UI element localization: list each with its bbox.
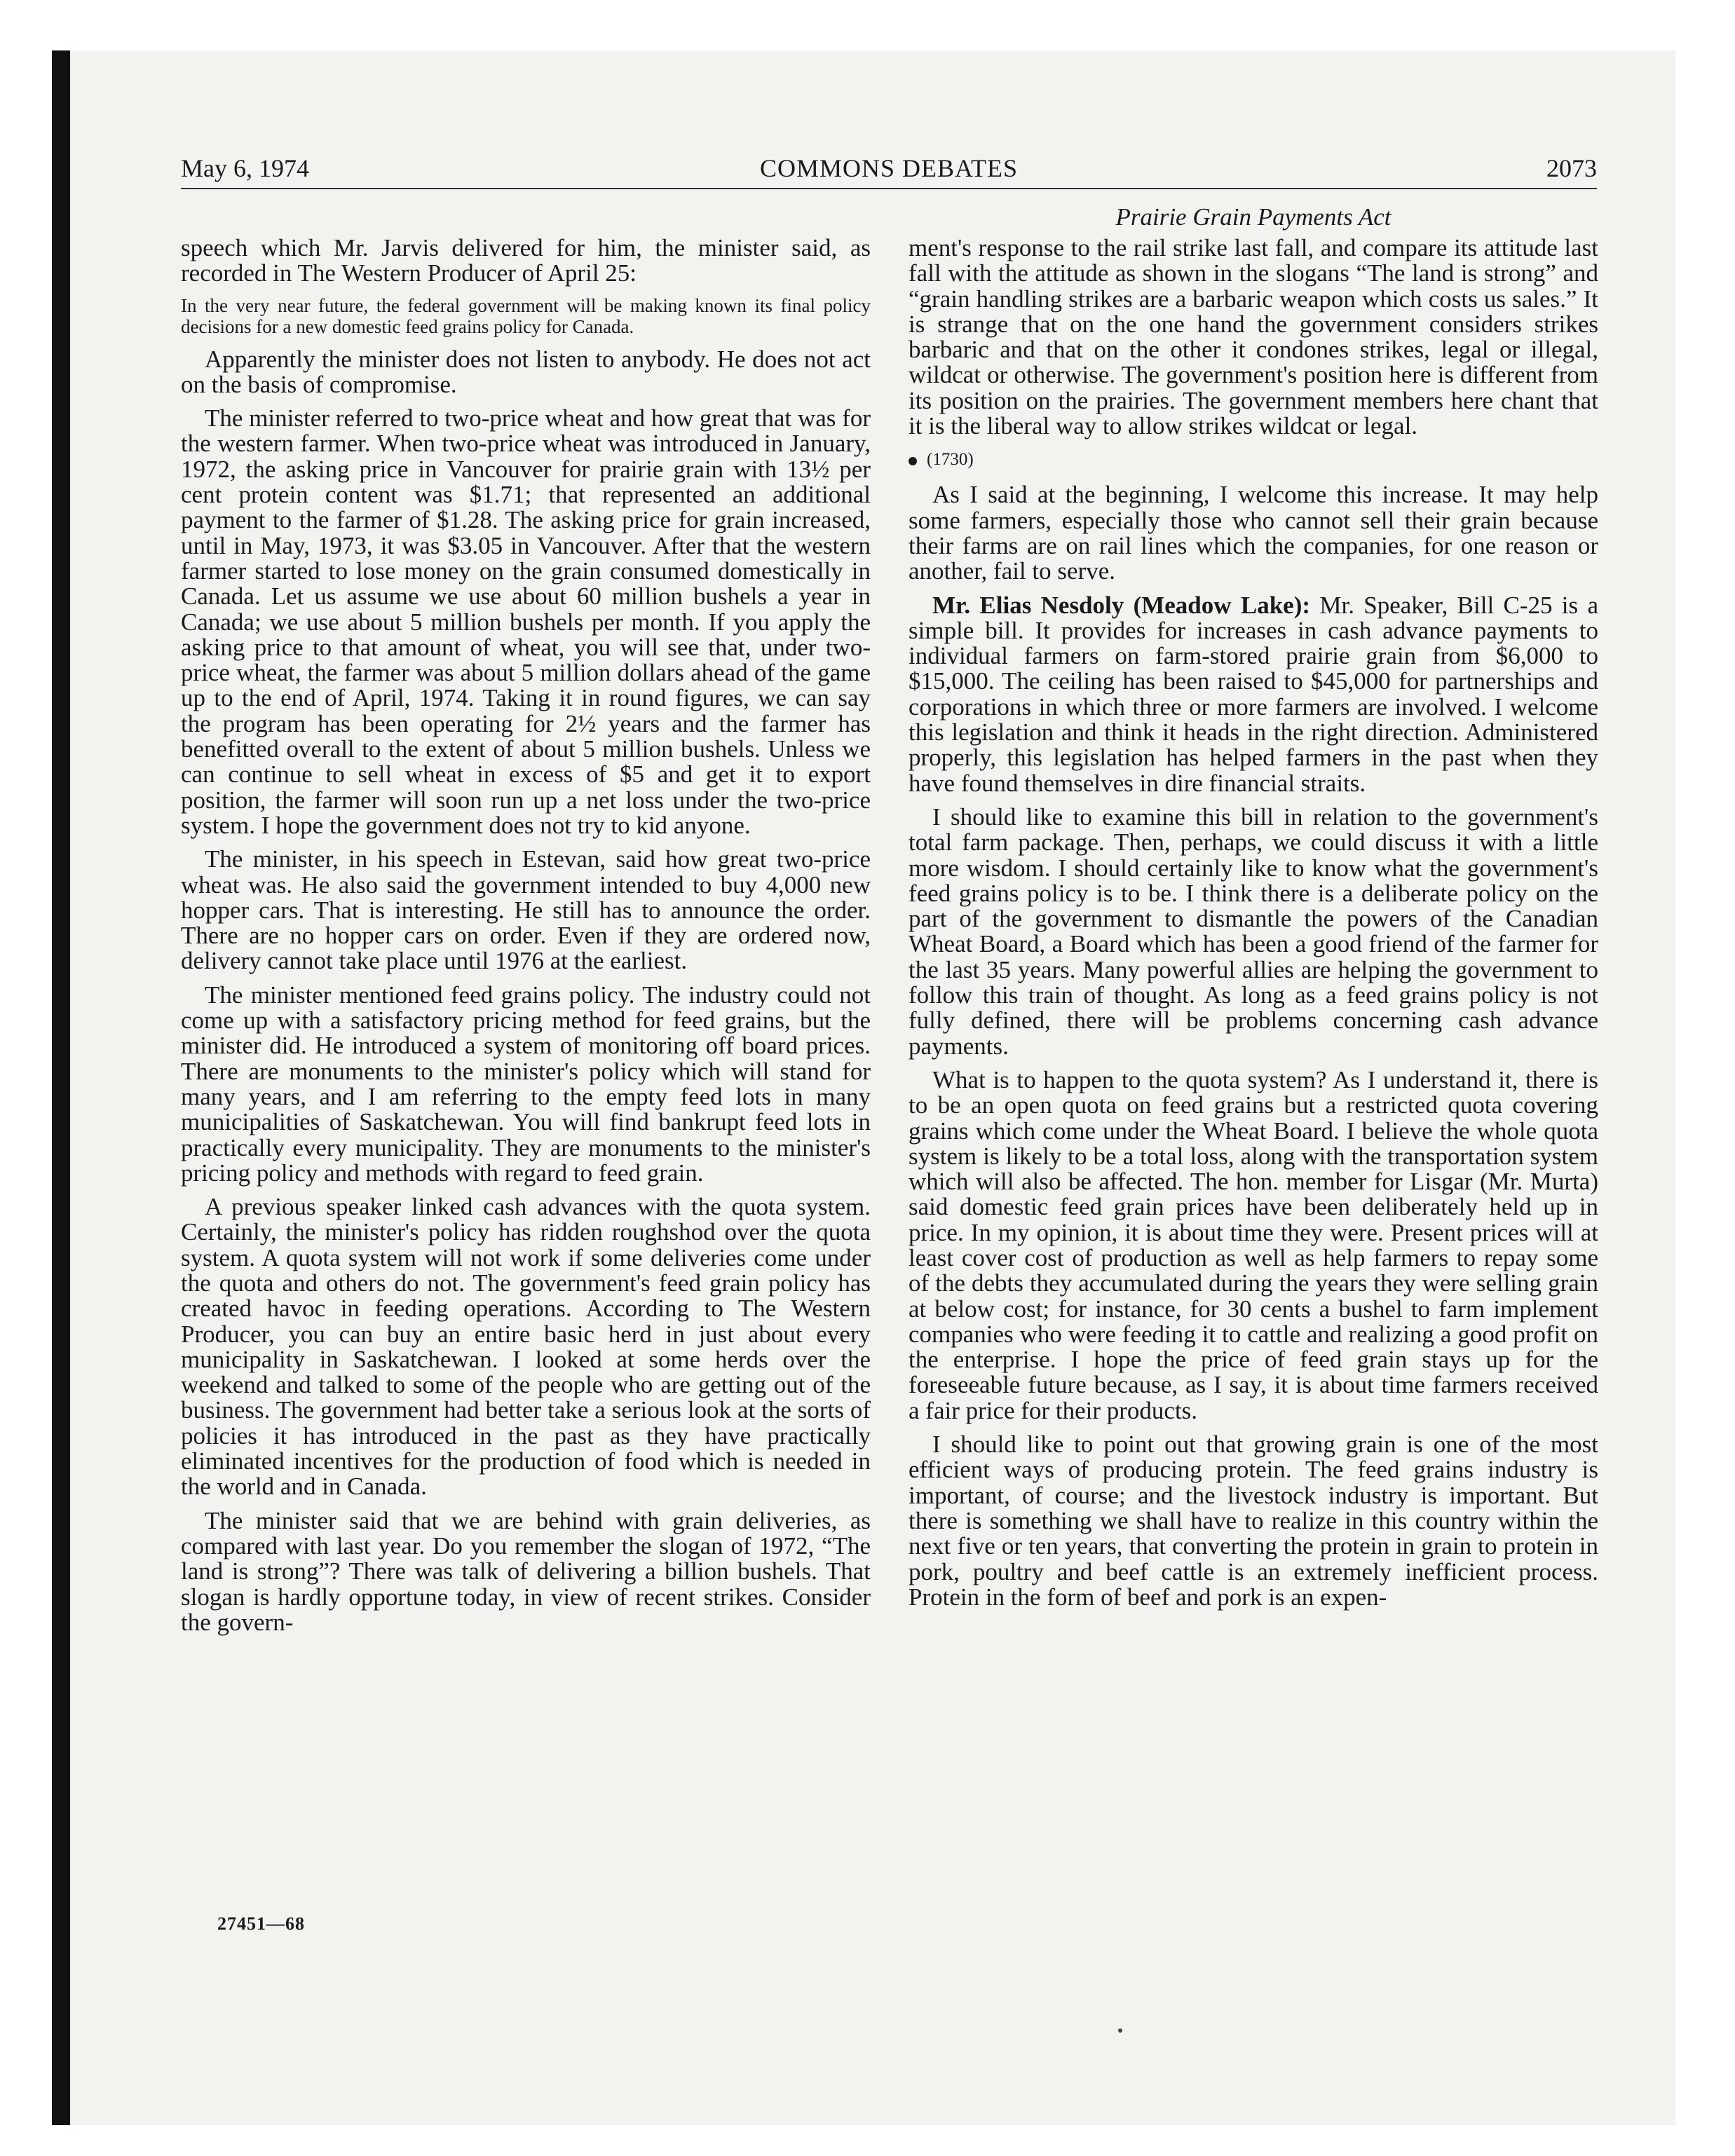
left-paragraph-5: The minister mentioned feed grains policy. The industry could not come up with a satisfactory pricing method for feed grains, but the minister did. He introduced a system of monitoring off board prices. There are monuments to the minister's policy which will stand for many years, and I am referring to the empty feed lots in many municipalities of Saskatchewan. You will find bankrupt feed lots in practically every municipality. They are monuments to the minister's pricing policy and methods with regard to feed grain.	[181, 981, 871, 1187]
header-publication: COMMONS DEBATES	[759, 154, 1019, 182]
left-quote: In the very near future, the federal government will be making known its final policy decisions for a new domestic feed grains policy for Canada.	[181, 294, 871, 337]
left-paragraph-2: Apparently the minister does not listen to anybody. He does not act on the basis of compromise.	[181, 345, 871, 398]
time-marker-label: (1730)	[927, 450, 974, 470]
header-page-number: 2073	[1546, 154, 1597, 182]
left-column	[181, 236, 871, 1644]
right-paragraph-2: As I said at the beginning, I welcome this increase. It may help some farmers, especially those who cannot sell their grain because their farms are on rail lines which the companies, for one reason or another, fail to serve.	[909, 481, 1598, 585]
right-paragraph-5: What is to happen to the quota system? As I understand it, there is to be an open quota on feed grains but a restricted quota covering grains which come under the Wheat Board. I believe the whole quota system is likely to be a total loss, along with the transportation system which will also be affected. The hon. member for Lisgar (Mr. Murta) said domestic feed grain prices have been deliberately held up in price. In my opinion, it is about time they were. Present prices will at least cover cost of production as well as help farmers to repay some of the debts they accumulated during the years they were selling grain at below cost; for instance, for 30 cents a bushel to farm implement companies who were feeding it to cattle and realizing a good profit on the enterprise. I hope the price of feed grain stays up for the foreseeable future because, as I say, it is about time farmers received a fair price for their products.	[909, 1065, 1598, 1424]
scan-edge-bar	[52, 50, 70, 2125]
left-paragraph-3: The minister referred to two-price wheat and how great that was for the western farmer. When two-price wheat was introduced in January, 1972, the asking price in Vancouver for prairie grain with 13½ per cent protein content was $1.71; that represented an additional payment to the farmer of $1.28. The asking price for grain increased, until in May, 1973, it was $3.05 in Vancouver. After that the western farmer started to lose money on the grain consumed domestically in Canada. Let us assume we use about 60 million bushels a year in Canada; we use about 5 million bushels per month. If you apply the asking price to that amount of wheat, you will see that, under two-price wheat, the farmer was about 5 million dollars ahead of the game up to the end of April, 1974. Taking it in round figures, we can say the program has been operating for 2½ years and the farmer has benefitted overall to the extent of about 5 million bushels. Unless we can continue to sell wheat in excess of $5 and get it to export position, the farmer will soon run up a net loss under the two-price system. I hope the government does not try to kid anyone.	[181, 404, 871, 839]
right-paragraph-1: ment's response to the rail strike last fall, and compare its attitude last fall with the attitude as shown in the slogans “The land is strong” and “grain handling strikes are a barbaric weapon which costs us sales.” It is strange that on the one hand the government considers strikes barbaric and that on the other it condones strikes, legal or illegal, wildcat or otherwise. The government's position here is different from its position on the prairies. The government members here chant that it is the liberal way to allow strikes wildcat or legal.	[909, 234, 1598, 440]
time-marker	[909, 447, 1598, 472]
left-paragraph-7: The minister said that we are behind with grain deliveries, as compared with last year. Do you remember the slogan of 1972, “The land is strong”? There was talk of delivering a billion bushels. That slogan is hardly opportune today, in view of recent strikes. Consider the govern-	[181, 1506, 871, 1636]
right-paragraph-4: I should like to examine this bill in relation to the government's total farm package. Then, perhaps, we could discuss it with a little more wisdom. I should certainly like to know what the government's feed grains policy is to be. I think there is a deliberate policy on the part of the government to dismantle the powers of the Canadian Wheat Board, a Board which has been a good friend of the farmer for the last 35 years. Many powerful allies are helping the government to follow this train of thought. As long as a feed grains policy is not fully defined, there will be problems concerning cash advance payments.	[909, 803, 1598, 1060]
left-paragraph-4: The minister, in his speech in Estevan, said how great two-price wheat was. He also said the government intended to buy 4,000 new hopper cars. That is interesting. He still has to announce the order. There are no hopper cars on order. Even if they are ordered now, delivery cannot take place until 1976 at the earliest.	[181, 845, 871, 975]
right-paragraph-3: Mr. Speaker, Bill C-25 is a simple bill. It provides for increases in cash advance payments to individual farmers on farm-stored prairie grain from $6,000 to $15,000. The ceiling has been raised to $45,000 for partnerships and corporations in which three or more farmers are involved. I welcome this legislation and think it heads in the right direction. Administered properly, this legislation has helped farmers in the past when they have found themselves in dire financial straits.	[909, 591, 1599, 797]
right-paragraph-6: I should like to point out that growing grain is one of the most efficient ways of producing protein. The feed grains industry is important, of course; and the livestock industry is important. But there is something we shall have to realize in this country within the next five or ten years, that converting the protein in grain to protein in pork, poultry and beef cattle is an extremely inefficient process. Protein in the form of beef and pork is an expen-	[909, 1431, 1598, 1611]
scan-speck	[1118, 2028, 1122, 2033]
left-paragraph-1: speech which Mr. Jarvis delivered for him, the minister said, as recorded in The Western Producer of April 25:	[181, 234, 871, 287]
footer-signature-code: 27451—68	[217, 1913, 305, 1934]
right-speaker-paragraph	[909, 593, 1598, 796]
header-date: May 6, 1974	[181, 154, 309, 182]
right-column	[909, 236, 1598, 1618]
speaker-name: Mr. Elias Nesdoly (Meadow Lake):	[932, 591, 1311, 619]
running-header	[181, 149, 1597, 189]
bullet-dot-icon	[909, 457, 917, 465]
act-title: Prairie Grain Payments Act	[1115, 203, 1392, 231]
left-paragraph-6: A previous speaker linked cash advances with the quota system. Certainly, the minister's policy has ridden roughshod over the quota system. A quota system will not work if some deliveries come under the quota and others do not. The government's feed grain policy has created havoc in feeding operations. According to The Western Producer, you can buy an entire basic herd in just about every municipality in Saskatchewan. I looked at some herds over the weekend and talked to some of the people who are getting out of the business. The government had better take a serious look at the sorts of policies it has introduced in the past as they have practically eliminated incentives for the production of food which is needed in the world and in Canada.	[181, 1193, 871, 1501]
